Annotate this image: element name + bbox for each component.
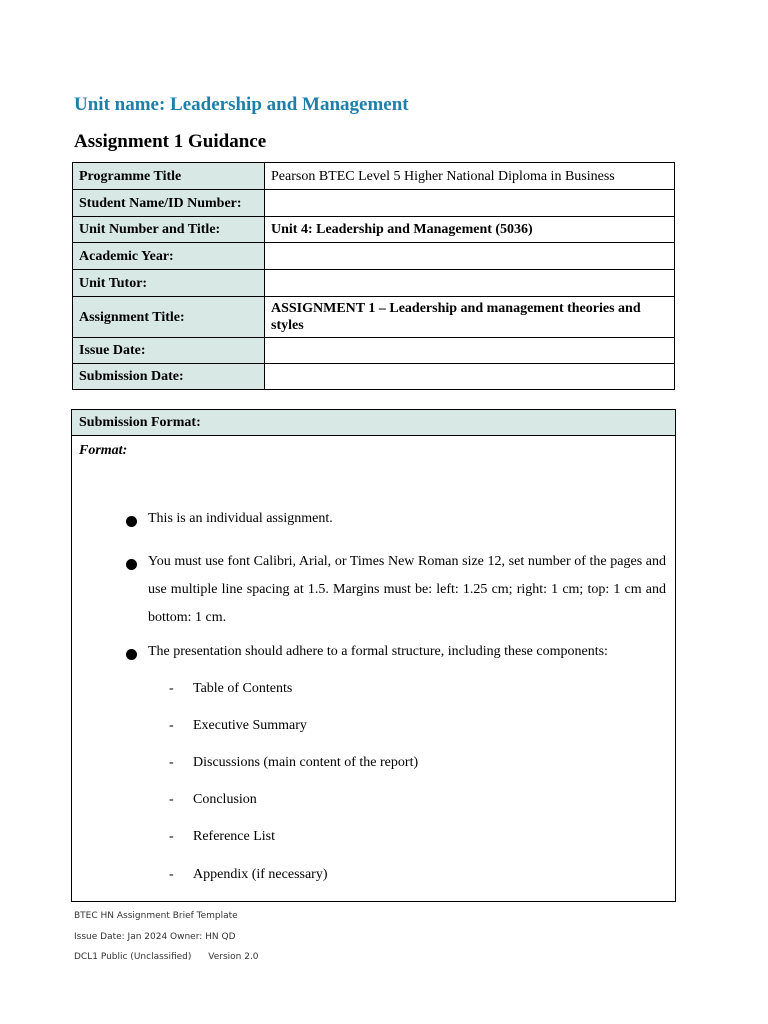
row-label: Assignment Title: — [73, 297, 265, 338]
list-item — [126, 637, 666, 667]
row-label: Student Name/ID Number: — [73, 190, 265, 217]
component-text: Table of Contents — [193, 681, 293, 696]
row-label: Issue Date: — [73, 338, 265, 364]
guidance-title: Assignment 1 Guidance — [74, 131, 267, 152]
row-value — [265, 190, 675, 217]
row-value: Pearson BTEC Level 5 Higher National Diploma in Business — [265, 163, 675, 190]
bullet-text: The presentation should adhere to a formal structure, including these components: — [148, 644, 608, 659]
footer-classification-text: DCL1 Public (Unclassified) — [74, 952, 192, 962]
component-item — [169, 827, 275, 847]
row-value — [265, 364, 675, 390]
dash-icon: - — [169, 867, 174, 882]
bullet-text: You must use font Calibri, Arial, or Times New Roman size 12, set number of the pages and use multiple line spacing at 1.5. Margins must be: left: 1.25 cm; right: 1 cm; top: 1 cm and bottom: 1 cm. — [148, 554, 666, 625]
dash-icon: - — [169, 755, 174, 770]
submission-format-heading: Submission Format: — [72, 410, 675, 436]
component-item — [169, 753, 418, 773]
table-row — [73, 297, 675, 338]
table-row — [73, 270, 675, 297]
row-label: Unit Tutor: — [73, 270, 265, 297]
row-value — [265, 270, 675, 297]
bullet-icon — [126, 559, 137, 570]
submission-format-box — [71, 409, 676, 902]
dash-icon: - — [169, 718, 174, 733]
footer-issue-date: Issue Date: Jan 2024 Owner: HN QD — [74, 932, 236, 942]
footer-version: Version 2.0 — [208, 952, 259, 962]
component-text: Conclusion — [193, 792, 257, 807]
bullet-text: This is an individual assignment. — [148, 511, 333, 526]
row-value: ASSIGNMENT 1 – Leadership and management theories and styles — [265, 297, 675, 338]
dash-icon: - — [169, 792, 174, 807]
bullet-text — [146, 897, 668, 902]
row-value — [265, 338, 675, 364]
row-label: Submission Date: — [73, 364, 265, 390]
unit-name-heading: Unit name: Leadership and Management — [74, 94, 409, 115]
bullet-icon — [126, 516, 137, 527]
bullet-icon — [126, 649, 137, 660]
dash-icon: - — [169, 681, 174, 696]
table-row — [73, 217, 675, 243]
component-item — [169, 865, 328, 885]
format-label: Format: — [79, 443, 128, 458]
row-label: Unit Number and Title: — [73, 217, 265, 243]
table-row — [73, 190, 675, 217]
row-label: Academic Year: — [73, 243, 265, 270]
list-item — [126, 504, 666, 534]
component-item — [169, 716, 307, 736]
table-row — [73, 364, 675, 390]
component-text: Executive Summary — [193, 718, 307, 733]
assignment-info-table — [72, 162, 675, 390]
table-row — [73, 163, 675, 190]
row-value — [265, 243, 675, 270]
footer-classification — [74, 952, 259, 962]
dash-icon: - — [169, 829, 174, 844]
list-item — [124, 897, 668, 902]
footer-template-name: BTEC HN Assignment Brief Template — [74, 911, 238, 921]
row-value: Unit 4: Leadership and Management (5036) — [265, 217, 675, 243]
component-item — [169, 790, 257, 810]
component-text: Discussions (main content of the report) — [193, 755, 419, 770]
component-text: Appendix (if necessary) — [193, 867, 328, 882]
table-row — [73, 338, 675, 364]
row-label: Programme Title — [73, 163, 265, 190]
table-row — [73, 243, 675, 270]
list-item — [126, 548, 666, 632]
component-item — [169, 679, 292, 699]
component-text: Reference List — [193, 829, 276, 844]
